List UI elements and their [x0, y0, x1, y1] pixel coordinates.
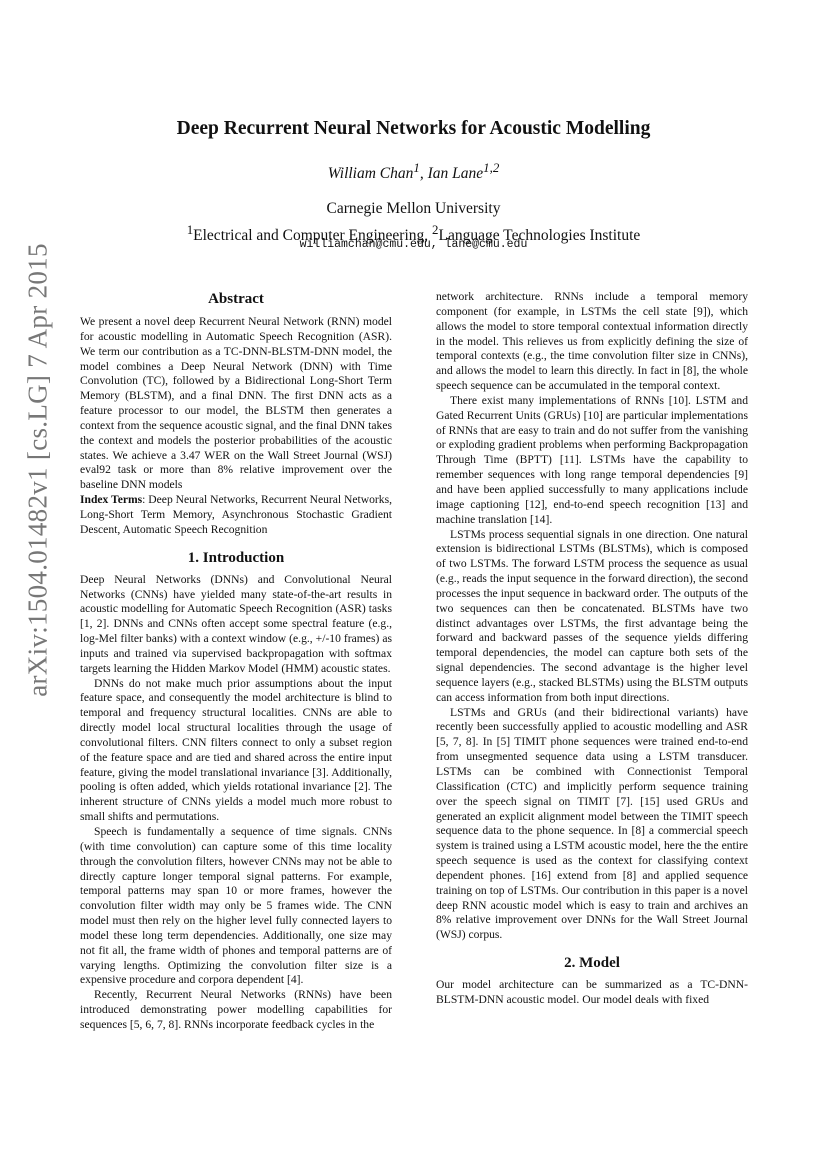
paper-title: Deep Recurrent Neural Networks for Acoustic Modelling: [176, 118, 651, 139]
department-name: Electrical and Computer Engineering,: [193, 227, 433, 245]
left-column: [80, 289, 392, 1033]
university-name: Carnegie Mellon University: [326, 200, 501, 217]
paragraph: LSTMs and GRUs (and their bidirectional variants) have recently been successfully applied to acoustic modelling and ASR [5, 7, 8]. In [5] TIMIT phone sequences were trained end-to-end from unsegmented sequence data using a LSTM transducer. LSTMs can be combined with Connectionist Temporal Classification (CTC) and implicitly perform sequence training over the speech signal on TIMIT [7]. [15] used GRUs and generated an explicit alignment model between the TIMIT speech sequence data to the phone sequence. In [8] a commercial speech system is trained using a LSTM acoustic model, here the the entire speech sequence is used as the context for classifying context dependent phones. [16] extend from [8] and applied sequence training on top of LSTMs. Our contribution in this paper is a novel deep RNN acoustic model which is easy to train and archives an 8% relative improvement over DNNs for the Wall Street Journal (WSJ) corpus.: [436, 705, 748, 942]
right-column: [436, 290, 748, 1008]
affiliation-marker: 1,2: [483, 160, 500, 175]
institute-name: Language Technologies Institute: [438, 227, 641, 245]
arxiv-identifier: arXiv:1504.01482v1 [cs.LG] 7 Apr 2015: [22, 243, 53, 697]
paragraph: DNNs do not make much prior assumptions about the input feature space, and consequently the model architecture is blind to temporal and frequency structural localities. CNNs are able to directly model local structural localities through the usage of convolutional filters. CNN filters connect to only a subset region of the feature space and are tied and shared across the entire input feature, giving the model translational invariance [3]. Additionally, pooling is often added, which yields rotational invariance [2]. The inherent structure of CNNs yields a model much more robust to small shifts and permutations.: [80, 676, 392, 824]
author-emails: williamchan@cmu.edu, lane@cmu.edu: [299, 238, 528, 251]
paragraph: Recently, Recurrent Neural Networks (RNNs) have been introduced demonstrating power modelling capabilities for sequences [5, 6, 7, 8]. RNNs incorporate feedback cycles in the: [80, 988, 392, 1031]
index-terms-label: Index Terms: [80, 493, 143, 507]
section-heading-introduction: 1. Introduction: [187, 549, 285, 566]
paragraph: Speech is fundamentally a sequence of time signals. CNNs (with time convolution) can capture some of this time locality through the convolution filters, however CNNs may not be able to directly capture longer temporal signal patterns. For example, temporal patterns may span 10 or more frames, however the convolution filter width may only be 5 frames wide. The CNN model must then rely on the higher level fully connected layers to model these long term dependencies. Additionally, one size may not fit all, the frame width of phones and temporal patterns are of varying lengths. Optimizing the convolution filter size is a expensive procedure and corpora dependent [4].: [80, 825, 392, 987]
author-name: Ian Lane: [427, 165, 484, 183]
paragraph: There exist many implementations of RNNs [10]. LSTM and Gated Recurrent Units (GRUs) [10] are particular implementations of RNNs that are easy to train and do not suffer from the vanishing or exploding gradient problems when performing Backpropagation Through Time (BPTT) [11]. LSTMs have the capability to remember sequences with long range temporal dependencies [9] and have been applied successfully to many applications include image captioning [12], end-to-end speech recognition [13] and machine translation [14].: [436, 393, 748, 526]
abstract-heading: Abstract: [208, 291, 264, 307]
paragraph: LSTMs process sequential signals in one direction. One natural extension is bidirectional LSTMs (BLSTMs), which is composed of two LSTMs. The forward LSTM process the sequence as usual (e.g., reads the input sequence in the forward direction), the second processes the input sequence in backward order. The outputs of the two sequences can then be concatenated. BLSTMs have two distinct advantages over LSTMs, the first advantage being the forward and backward passes of the sequence yields differing temporal dependencies, the model can capture both sets of the signal dependencies. The second advantage is the higher level sequence layers (e.g., stacked BLSTMs) using the BLSTM outputs can access information from both input directions.: [436, 527, 748, 704]
section-heading-model: 2. Model: [564, 955, 620, 972]
affiliation-marker: 1: [413, 160, 420, 175]
affiliation-marker: 1: [186, 222, 194, 237]
affiliation-marker: 2: [432, 222, 439, 237]
paragraph: network architecture. RNNs include a temporal memory component (for example, in LSTMs the cell state [9]), which allows the model to store temporal contextual information directly in the model. This relieves us from explicitly defining the size of temporal contexts (e.g., the time convolution filter size in CNNs), and allows the model to learn this directly. In fact in [8], the whole speech sequence can be accumulated in the temporal context.: [436, 290, 748, 393]
paragraph: Our model architecture can be summarized as a TC-DNN-BLSTM-DNN acoustic model. Our model deals with fixed: [436, 978, 748, 1006]
abstract-text: We present a novel deep Recurrent Neural Network (RNN) model for acoustic modelling in Automatic Speech Recognition (ASR). We term our contribution as a TC-DNN-BLSTM-DNN model, the model combines a Deep Neural Network (DNN) with Time Convolution (TC), followed by a Bidirectional Long-Short Term Memory (BLSTM), and a final DNN. The first DNN acts as a feature processor to our model, the BLSTM then generates a context from the sequence acoustic signal, and the final DNN takes the context and models the posterior probabilities of the acoustic states. We achieve a 3.47 WER on the Wall Street Journal (WSJ) eval92 task or more than 8% relative improvement over the baseline DNN models: [80, 315, 392, 492]
paragraph: Deep Neural Networks (DNNs) and Convolutional Neural Networks (CNNs) have yielded many state-of-the-art results in acoustic modelling for Automatic Speech Recognition (ASR) tasks [1, 2]. DNNs and CNNs often accept some spectral feature (e.g., log-Mel filter banks) with a context window (e.g., +/-10 frames) as inputs and trained via supervised backpropagation with softmax targets learning the Hidden Markov Model (HMM) acoustic states.: [80, 572, 392, 675]
index-terms-list: : Deep Neural Networks, Recurrent Neural Networks, Long-Short Term Memory, Asynchronous Stochastic Gradient Descent, Automatic Speech Recognition: [80, 493, 392, 536]
author-line: William Chan$^1$, Ian Lane$^{1,2}$: [327, 160, 500, 183]
author-name: William Chan: [327, 165, 414, 183]
index-terms: [80, 493, 392, 538]
arxiv-sidebar-stamp: [18, 230, 58, 710]
